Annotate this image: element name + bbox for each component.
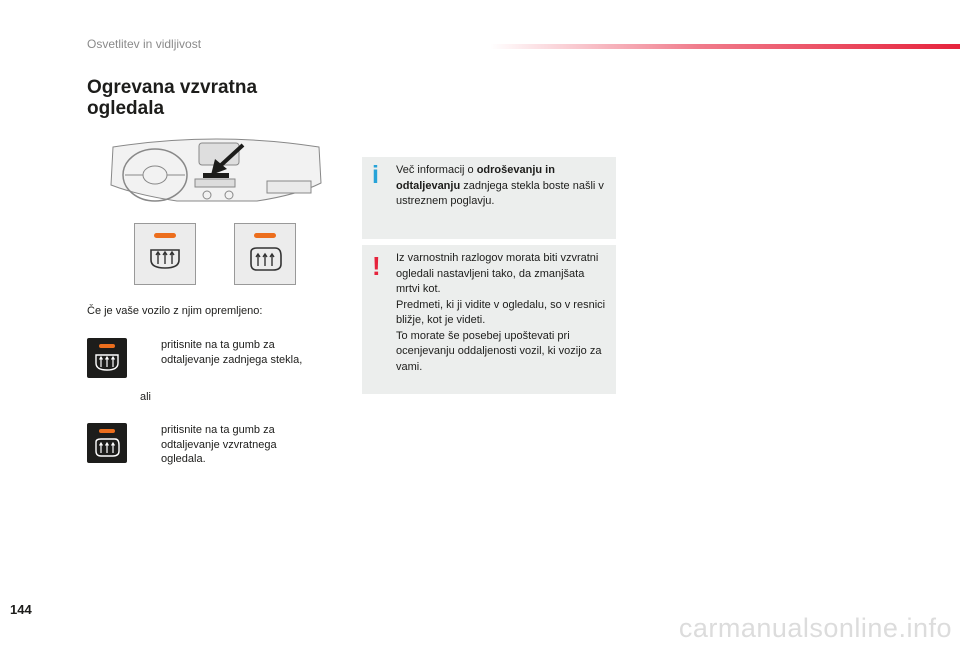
watermark: carmanualsonline.info bbox=[678, 613, 952, 643]
warning-paragraph: Predmeti, ki ji vidite v ogledalu, so v resnici bližje, kot je videti. bbox=[396, 298, 606, 326]
mirror-defrost-button-illustration bbox=[234, 223, 296, 285]
indicator-lamp bbox=[154, 233, 176, 238]
warning-paragraph: To morate še posebej upoštevati pri ocenjevanju oddaljenosti vozil, ki vozijo za vami. bbox=[396, 329, 602, 373]
step-text: pritisnite na ta gumb za odtaljevanje vzvratnega ogledala. bbox=[161, 424, 277, 465]
page-number: 144 bbox=[10, 602, 32, 617]
page-heading: Ogrevana vzvratna ogledala bbox=[87, 77, 258, 119]
info-text-before: Več informacij o bbox=[396, 164, 477, 176]
indicator-lamp bbox=[254, 233, 276, 238]
dashboard-illustration bbox=[107, 135, 325, 215]
or-text: ali bbox=[140, 391, 152, 403]
rear-window-defrost-icon bbox=[93, 352, 121, 374]
warning-box bbox=[362, 245, 616, 394]
step-text: pritisnite na ta gumb za odtaljevanje zadnjega stekla, bbox=[161, 339, 303, 366]
warning-text bbox=[396, 251, 610, 375]
info-text-after: zadnjega stekla boste našli v ustreznem poglavju. bbox=[396, 179, 604, 207]
mirror-defrost-button bbox=[87, 423, 127, 463]
intro-text: Če je vaše vozilo z njim opremljeno: bbox=[87, 305, 263, 317]
rear-window-defrost-icon bbox=[147, 246, 183, 274]
header-accent-bar bbox=[490, 44, 960, 49]
step-rear-defrost bbox=[140, 338, 315, 368]
info-icon: i bbox=[372, 161, 379, 189]
info-text bbox=[396, 163, 610, 210]
warning-paragraph: Iz varnostnih razlogov morata biti vzvratni ogledali nastavljeni tako, da zmanjšata mrtvi kot. bbox=[396, 252, 599, 295]
section-title: Osvetlitev in vidljivost bbox=[87, 37, 202, 51]
warning-icon: ! bbox=[372, 251, 381, 281]
step-mirror-defrost bbox=[140, 423, 315, 468]
indicator-lamp bbox=[99, 344, 115, 348]
info-box bbox=[362, 157, 616, 239]
rear-defrost-button bbox=[87, 338, 127, 378]
indicator-lamp bbox=[99, 429, 115, 433]
mirror-defrost-icon bbox=[247, 246, 283, 274]
mirror-defrost-icon bbox=[93, 437, 121, 459]
info-text-bold: odroševanju in odtaljevanju bbox=[396, 164, 555, 192]
rear-defrost-button-illustration bbox=[134, 223, 196, 285]
